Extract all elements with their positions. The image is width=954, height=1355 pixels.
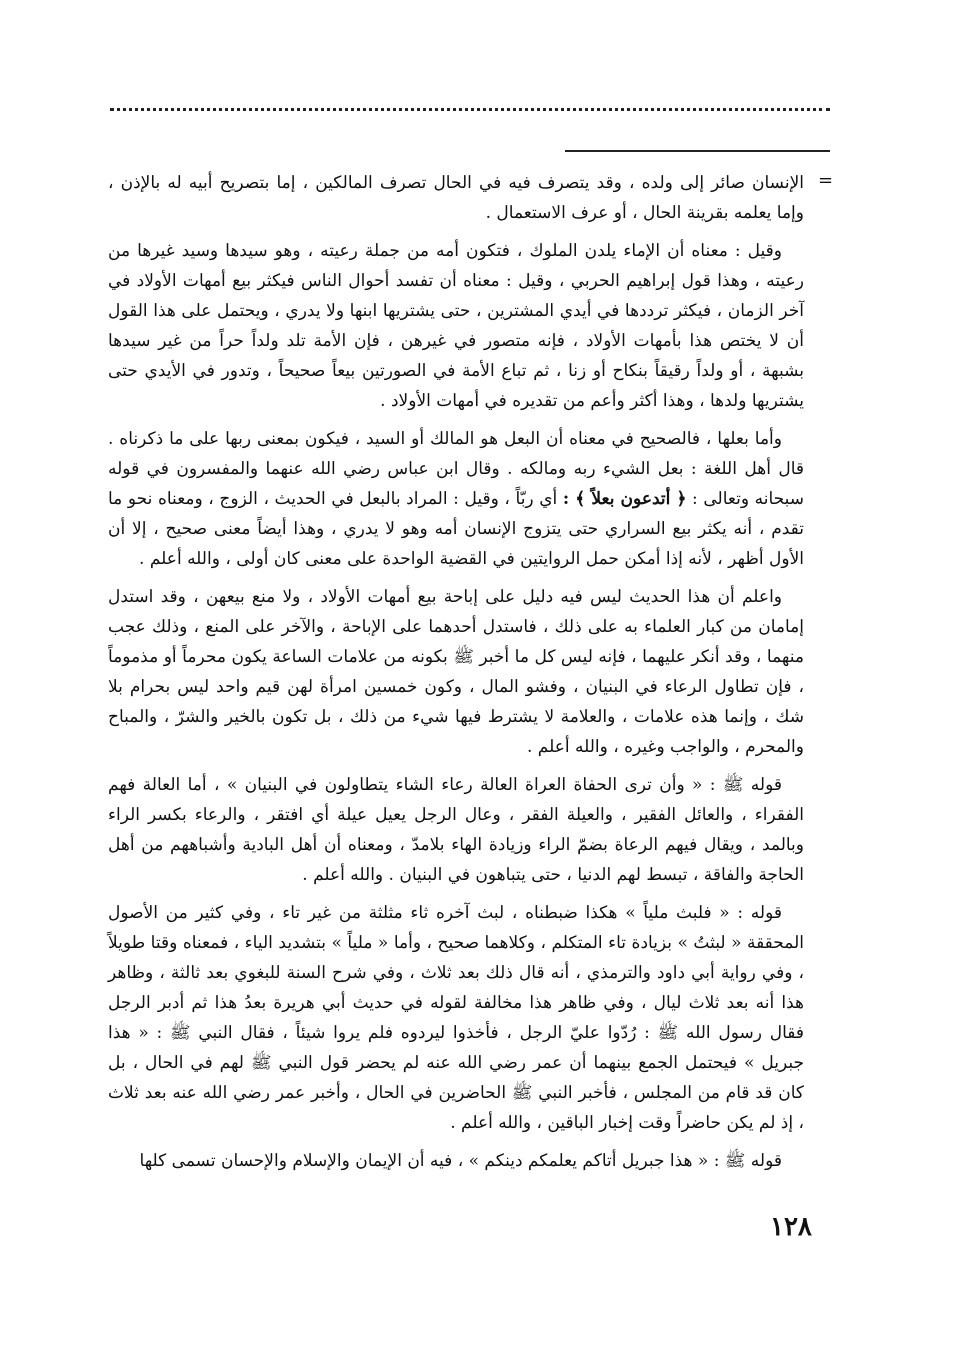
paragraph-3-text: وأما بعلها ، فالصحيح في معناه أن البعل هو المالك أو السيد ، فيكون بمعنى ربها على ما ذكرناه . قال أهل اللغة : بعل الشيء ربه ومالكه . وقال ابن عباس رضي الله عنهما والمفسرون في قوله سبحانه وتعالى : xyxy=(108,429,805,509)
quran-verse: ﴿ أتدعون بعلاً ﴾ : xyxy=(562,489,687,509)
page-number: ١٢٨ xyxy=(770,1212,812,1242)
paragraph-1: الإنسان صائر إلى ولده ، وقد يتصرف فيه في الحال تصرف المالكين ، إما بتصريح أبيه له بالإذن ، وإما يعلمه بقرينة الحال ، أو عرف الاستعمال . xyxy=(108,173,804,223)
footnote-rule xyxy=(565,150,830,152)
paragraph-2: وقيل : معناه أن الإماء يلدن الملوك ، فتكون أمه من جملة رعيته ، وهو سيدها وسيد غيرها من رعيته ، وهذا قول إبراهيم الحربي ، وقيل : معناه أن تفسد أحوال الناس فيكثر بيع أمهات الأولاد في آخر الزمان ، فيكثر ترددها في أيدي المشترين ، حتى يشتريها ابنها ولا يدري ، ويحتمل على هذا القول أن لا يختص هذا بأمهات الأولاد ، فإنه متصور في غيرهن ، فإن الأمة تلد ولداً حراً من غير سيدها بشبهة ، أو ولداً رقيقاً بنكاح أو زنا ، ثم تباع الأمة في الصورتين بيعاً صحيحاً ، وتدور في الأيدي حتى يشتريها ولدها ، وهذا أكثر وأعم من تقديره في أمهات الأولاد . xyxy=(108,241,804,411)
paragraph-7: قوله ﷺ : « هذا جبريل أتاكم يعلمكم دينكم » ، فيه أن الإيمان والإسلام والإحسان تسمى كلها xyxy=(139,1151,782,1171)
paragraph-3 xyxy=(108,424,804,574)
paragraph-3-continued: أي ربّاً ، وقيل : المراد بالبعل في الحديث ، الزوج ، ومعناه نحو ما تقدم ، أنه يكثر بيع السراري حتى يتزوج الإنسان أمه وهو لا يدري ، وهذا أيضاً معنى صحيح ، إلا أن الأول أظهر ، لأنه إذا أمكن حمل الروايتين في القضية الواحدة على معنى كان أولى ، والله أعلم . xyxy=(108,489,804,569)
header-dotted-line xyxy=(110,108,830,111)
paragraph-6: قوله : « فلبث ملياً » هكذا ضبطناه ، لبث آخره ثاء مثلثة من غير تاء ، وفي كثير من الأصول المحققة « لبثتُ » بزيادة تاء المتكلم ، وكلاهما صحيح ، وأما « ملياً » بتشديد الياء ، فمعناه وقتا طويلاً ، وفي رواية أبي داود والترمذي ، أنه قال ذلك بعد ثلاث ، وفي شرح السنة للبغوي بعد ثالثة ، وظاهر هذا أنه بعد ثلاث ليال ، وفي ظاهر هذا مخالفة لقوله في حديث أبي هريرة بعدُ هذا ثم أدبر الرجل فقال رسول الله ﷺ : رُدّوا عليّ الرجل ، فأخذوا ليردوه فلم يروا شيئاً ، فقال النبي ﷺ : « هذا جبريل » فيحتمل الجمع بينهما أن عمر رضي الله عنه لم يحضر قول النبي ﷺ لهم في الحال ، بل كان قد قام من المجلس ، فأخبر النبي ﷺ الحاضرين في الحال ، وأخبر عمر رضي الله عنه بعد ثلاث ، إذ لم يكن حاضراً وقت إخبار الباقين ، والله أعلم . xyxy=(108,903,804,1133)
paragraph-5: قوله ﷺ : « وأن ترى الحفاة العراة العالة رعاء الشاء يتطاولون في البنيان » ، أما العالة فهم الفقراء ، والعائل الفقير ، والعيلة الفقر ، وعال الرجل يعيل عيلة أي افتقر ، والرعاء بكسر الراء وبالمد ، ويقال فيهم الرعاة بضمّ الراء وزيادة الهاء بلامدّ ، ومعناه أن أهل البادية وأشباههم من أهل الحاجة والفاقة ، تبسط لهم الدنيا ، حتى يتباهون في البنيان . والله أعلم . xyxy=(108,775,804,885)
page-body xyxy=(108,168,804,1184)
paragraph-4: واعلم أن هذا الحديث ليس فيه دليل على إباحة بيع أمهات الأولاد ، ولا منع بيعهن ، وقد استدل إمامان من كبار العلماء به على ذلك ، فاستدل أحدهما على الإباحة ، والآخر على المنع ، وذلك عجب منهما ، وقد أنكر عليهما ، فإنه ليس كل ما أخبر ﷺ بكونه من علامات الساعة يكون محرماً أو مذموماً ، فإن تطاول الرعاء في البنيان ، وفشو المال ، وكون خمسين امرأة لهن قيم واحد ليس بحرام بلا شك ، وإنما هذه علامات ، والعلامة لا يشترط فيها شيء من ذلك ، بل تكون بالخير والشرّ ، والمباح والمحرم ، والواجب وغيره ، والله أعلم . xyxy=(108,587,804,757)
continuation-mark: = xyxy=(818,170,834,191)
